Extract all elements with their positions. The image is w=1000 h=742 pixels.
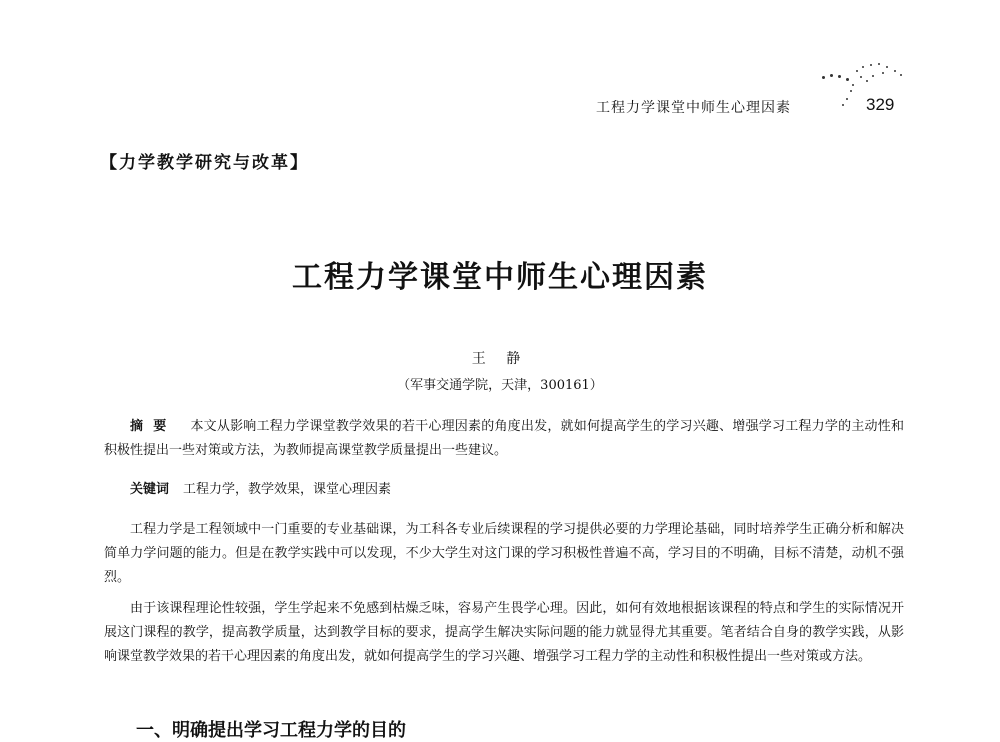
section-heading: 一、明确提出学习工程力学的目的 (136, 720, 406, 741)
page-number: 329 (866, 95, 895, 114)
keywords-label: 关键词 (130, 482, 170, 497)
section-tag: 【力学教学研究与改革】 (100, 153, 309, 173)
abstract (104, 415, 904, 463)
keywords (104, 478, 904, 502)
abstract-label: 摘要 (130, 419, 177, 434)
article-title: 工程力学课堂中师生心理因素 (292, 260, 708, 295)
author-name: 王 静 (471, 351, 529, 367)
author-affiliation: （军事交通学院，天津，300161） (397, 378, 603, 393)
keywords-text: 工程力学，教学效果，课堂心理因素 (183, 482, 392, 497)
abstract-text: 本文从影响工程力学课堂教学效果的若干心理因素的角度出发，就如何提高学生的学习兴趣、增强学习工程力学的主动性和积极性提出一些对策或方法，为教师提高课堂教学质量提出一些建议。 (104, 419, 904, 458)
running-header-title: 工程力学课堂中师生心理因素 (596, 100, 791, 116)
body-paragraph-2: 由于该课程理论性较强，学生学起来不免感到枯燥乏味，容易产生畏学心理。因此，如何有效地根据该课程的特点和学生的实际情况开展这门课程的教学，提高教学质量，达到教学目标的要求，提高学生解决实际问题的能力就显得尤其重要。笔者结合自身的教学实践，从影响课堂教学效果的若干心理因素的角度出发，就如何提高学生的学习兴趣、增强学习工程力学的主动性和积极性提出一些对策或方法。 (104, 601, 904, 664)
body-paragraph-1: 工程力学是工程领域中一门重要的专业基础课，为工科各专业后续课程的学习提供必要的力学理论基础，同时培养学生正确分析和解决简单力学问题的能力。但是在教学实践中可以发现，不少大学生对这门课的学习积极性普遍不高，学习目的不明确，目标不清楚，动机不强烈。 (104, 522, 904, 585)
